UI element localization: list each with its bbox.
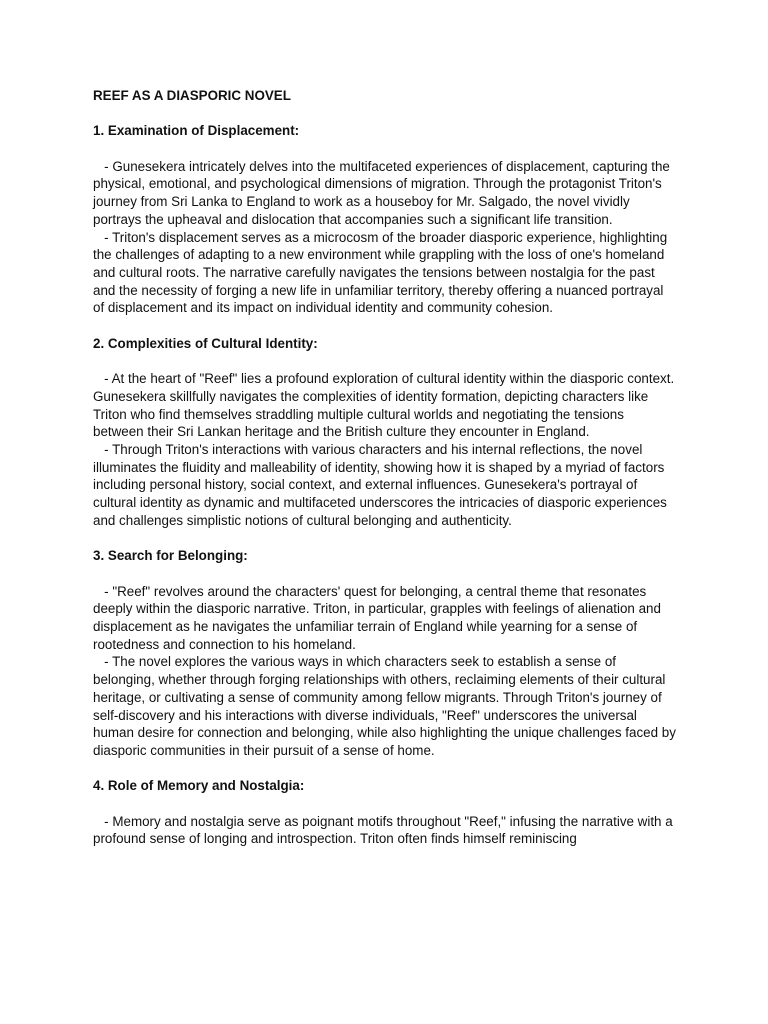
body-paragraph: - Through Triton's interactions with various characters and his internal reflections, the novel illuminates the fluidity and malleability of identity, showing how it is shaped by a myriad of factors including personal history, social context, and external influences. Gunesekera's portrayal of cultural identity as dynamic and multifaceted underscores the intricacies of diasporic experiences and challenges simplistic notions of cultural belonging and authenticity. [93,442,671,528]
section-heading: 4. Role of Memory and Nostalgia: [93,778,305,794]
section-displacement [93,122,678,317]
section-cultural-identity [93,335,678,530]
section-heading: 1. Examination of Displacement: [93,123,300,139]
body-paragraph: - Memory and nostalgia serve as poignant motifs throughout "Reef," infusing the narrative with a profound sense of longing and introspection. Triton often finds himself reminiscing [93,813,677,847]
body-paragraph: - Gunesekera intricately delves into the multifaceted experiences of displacement, capturing the physical, emotional, and psychological dimensions of migration. Through the protagonist Triton's journey from Sri Lanka to England to work as a houseboy for Mr. Salgado, the novel vividly portrays the upheaval and dislocation that accompanies such a significant life transition. [93,158,674,227]
body-paragraph: - "Reef" revolves around the characters' quest for belonging, a central theme that resonates deeply within the diasporic narrative. Triton, in particular, grapples with feelings of alienation and displacement as he navigates the unfamiliar terrain of England while yearning for a sense of rootedness and connection to his homeland. [93,583,665,652]
body-paragraph: - At the heart of "Reef" lies a profound exploration of cultural identity within the diasporic context. Gunesekera skillfully navigates the complexities of identity formation, depicting characters like Triton who find themselves straddling multiple cultural worlds and negotiating the tensions between their Sri Lankan heritage and the British culture they encounter in England. [93,371,678,440]
document-title: REEF AS A DIASPORIC NOVEL [93,88,291,103]
body-paragraph: - The novel explores the various ways in which characters seek to establish a sense of belonging, whether through forging relationships with others, reclaiming elements of their cultural heritage, or cultivating a sense of community among fellow migrants. Through Triton's journey of self-discovery and his interactions with diverse individuals, "Reef" underscores the universal human desire for connection and belonging, while also highlighting the unique challenges faced by diasporic communities in their pursuit of a sense of home. [93,654,680,758]
section-belonging [93,547,678,759]
section-memory-nostalgia [93,777,678,848]
section-heading: 2. Complexities of Cultural Identity: [93,335,318,351]
body-paragraph: - Triton's displacement serves as a microcosm of the broader diasporic experience, highlighting the challenges of adapting to a new environment while grappling with the loss of one's homeland and cultural roots. The narrative carefully navigates the tensions between nostalgia for the past and the necessity of forging a new life in unfamiliar territory, thereby offering a nuanced portrayal of displacement and its impact on individual identity and community cohesion. [93,229,671,316]
document-page [93,87,678,866]
section-heading: 3. Search for Belonging: [93,548,248,564]
